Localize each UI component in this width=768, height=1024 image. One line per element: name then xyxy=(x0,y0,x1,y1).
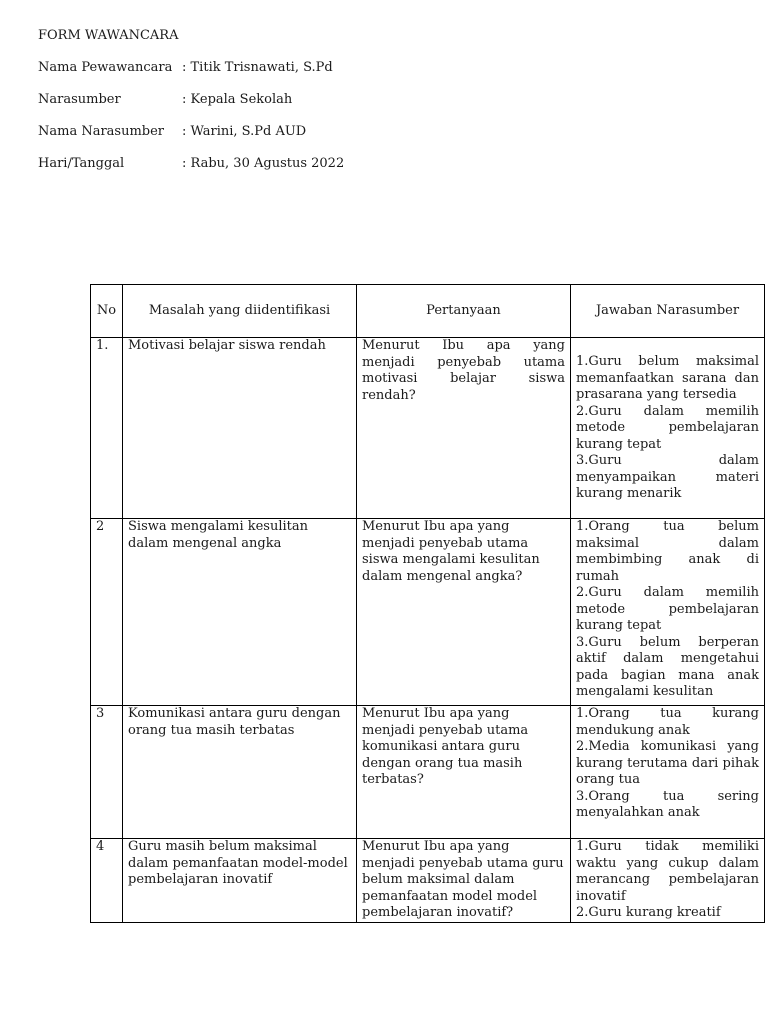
header-no: No xyxy=(91,285,123,338)
answer-item: 3.Orang tua sering menyalahkan anak xyxy=(576,788,759,820)
info-label: Nama Pewawancara xyxy=(38,60,173,75)
info-row-nama-narasumber xyxy=(38,124,344,156)
info-value: : Kepala Sekolah xyxy=(182,92,293,107)
header-pertanyaan: Pertanyaan xyxy=(357,285,571,338)
header-masalah: Masalah yang diidentifikasi xyxy=(123,285,357,338)
info-label: Hari/Tanggal xyxy=(38,156,125,171)
cell-pertanyaan: Menurut Ibu apa yang menjadi penyebab utama siswa mengalami kesulitan dalam mengenal angka? xyxy=(357,519,571,706)
cell-no: 4 xyxy=(91,839,123,923)
cell-jawaban xyxy=(571,839,765,923)
cell-pertanyaan: Menurut Ibu apa yang menjadi penyebab utama motivasi belajar siswa rendah? xyxy=(357,338,571,519)
answer-item: 1.Orang tua kurang mendukung anak xyxy=(576,706,759,738)
info-value: : Warini, S.Pd AUD xyxy=(182,124,307,139)
answer-item: 2.Media komunikasi yang kurang terutama dari pihak orang tua xyxy=(576,739,759,787)
answer-item: 1.Guru tidak memiliki waktu yang cukup dalam merancang pembelajaran inovatif xyxy=(576,839,759,904)
table-header-row xyxy=(91,285,765,338)
answer-item: 1.Guru belum maksimal memanfaatkan sarana dan prasarana yang tersedia xyxy=(576,354,759,402)
cell-pertanyaan: Menurut Ibu apa yang menjadi penyebab utama komunikasi antara guru dengan orang tua masih terbatas? xyxy=(357,706,571,839)
info-label: Narasumber xyxy=(38,92,121,107)
cell-pertanyaan: Menurut Ibu apa yang menjadi penyebab utama guru belum maksimal dalam pemanfaatan model model pembelajaran inovatif? xyxy=(357,839,571,923)
table-row xyxy=(91,706,765,839)
cell-no: 2 xyxy=(91,519,123,706)
interview-table xyxy=(90,284,765,923)
answer-item: 1.Orang tua belum maksimal dalam membimbing anak di rumah xyxy=(576,519,759,584)
answer-item: 3.Guru dalam menyampaikan materi kurang menarik xyxy=(576,453,759,501)
header-jawaban: Jawaban Narasumber xyxy=(571,285,765,338)
answer-item: 2.Guru dalam memilih metode pembelajaran kurang tepat xyxy=(576,585,759,633)
form-header xyxy=(38,28,344,188)
cell-jawaban xyxy=(571,338,765,519)
info-label: Nama Narasumber xyxy=(38,124,165,139)
table-row xyxy=(91,519,765,706)
cell-no: 3 xyxy=(91,706,123,839)
info-row-tanggal xyxy=(38,156,344,188)
cell-no: 1. xyxy=(91,338,123,519)
info-row-narasumber xyxy=(38,92,344,124)
cell-masalah: Komunikasi antara guru dengan orang tua masih terbatas xyxy=(123,706,357,839)
cell-masalah: Siswa mengalami kesulitan dalam mengenal angka xyxy=(123,519,357,706)
info-value: : Rabu, 30 Agustus 2022 xyxy=(182,156,345,171)
cell-masalah: Guru masih belum maksimal dalam pemanfaatan model-model pembelajaran inovatif xyxy=(123,839,357,923)
info-value: : Titik Trisnawati, S.Pd xyxy=(182,60,333,75)
cell-jawaban xyxy=(571,706,765,839)
cell-masalah: Motivasi belajar siswa rendah xyxy=(123,338,357,519)
table-row xyxy=(91,839,765,923)
answer-item: 3.Guru belum berperan aktif dalam mengetahui pada bagian mana anak mengalami kesulitan xyxy=(576,634,759,699)
answer-item: 2.Guru dalam memilih metode pembelajaran kurang tepat xyxy=(576,403,759,452)
table-row xyxy=(91,338,765,519)
cell-jawaban xyxy=(571,519,765,706)
info-row-pewawancara xyxy=(38,60,344,92)
answer-item: 2.Guru kurang kreatif xyxy=(576,905,721,920)
form-title: FORM WAWANCARA xyxy=(38,28,179,43)
